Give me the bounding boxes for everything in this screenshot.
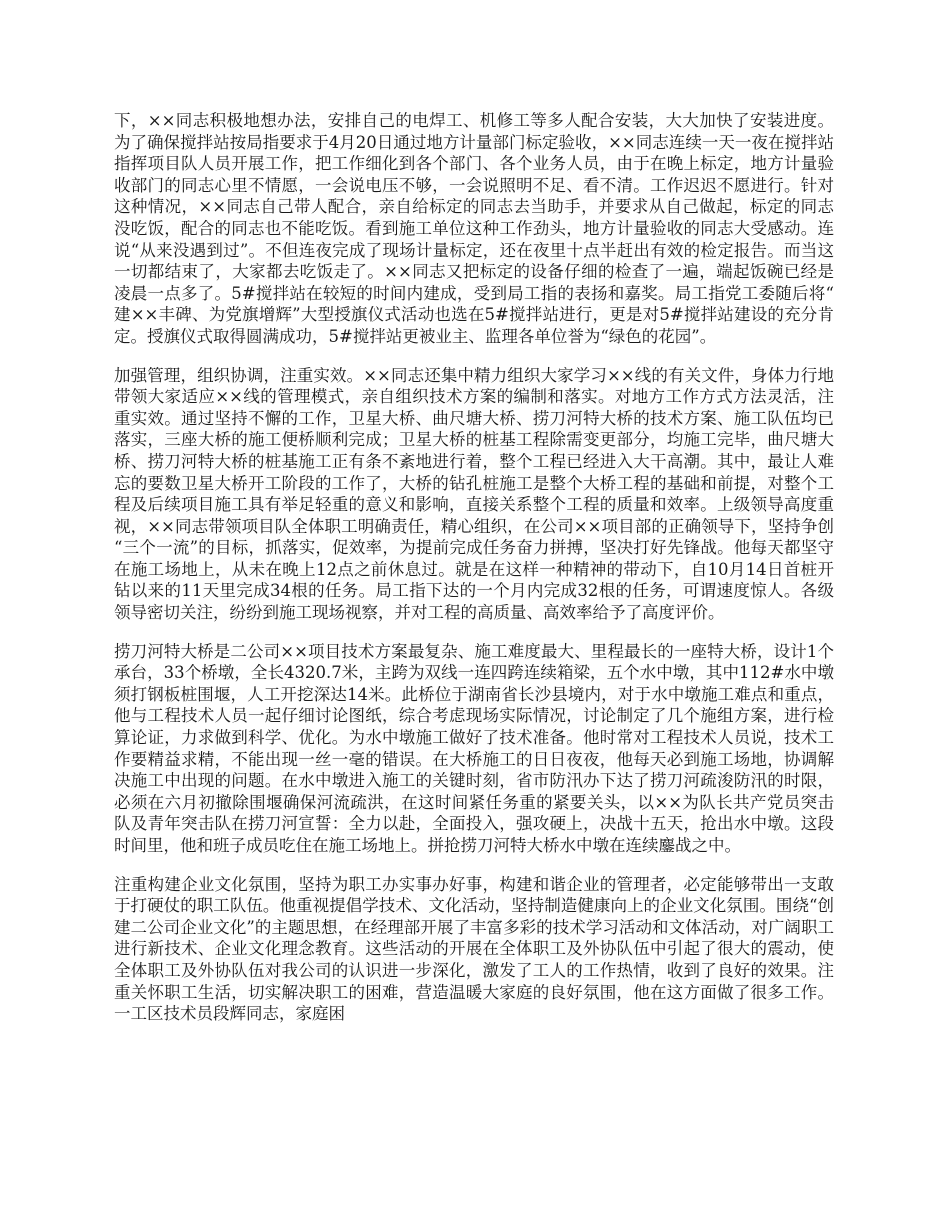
document-body — [114, 110, 834, 1042]
paragraph-2: 加强管理，组织协调，注重实效。××同志还集中精力组织大家学习××线的有关文件，身体力行地带领大家适应××线的管理模式，亲自组织技术方案的编制和落实。对地方工作方式方法灵活，注重实效。通过坚持不懈的工作，卫星大桥、曲尺塘大桥、捞刀河特大桥的技术方案、施工队伍均已落实，三座大桥的施工便桥顺利完成；卫星大桥的桩基工程除需变更部分，均施工完毕，曲尺塘大桥、捞刀河特大桥的桩基施工正有条不紊地进行着，整个工程已经进入大干高潮。其中，最让人难忘的要数卫星大桥开工阶段的工作了，大桥的钻孔桩施工是整个大桥工程的基础和前提，对整个工程及后续项目施工具有举足轻重的意义和影响，直接关系整个工程的质量和效率。上级领导高度重视，××同志带领项目队全体职工明确责任，精心组织，在公司××项目部的正确领导下，坚持争创“三个一流”的目标，抓落实，促效率，为提前完成任务奋力拼搏，坚决打好先锋战。他每天都坚守在施工场地上，从未在晚上12点之前休息过。就是在这样一种精神的带动下，自10月14日首桩开钻以来的11天里完成34根的任务。局工指下达的一个月内完成32根的任务，可谓速度惊人。各级领导密切关注，纷纷到施工现场视察，并对工程的高质量、高效率给予了高度评价。 — [114, 365, 834, 623]
paragraph-4: 注重构建企业文化氛围，坚持为职工办实事办好事，构建和谐企业的管理者，必定能够带出一支敢于打硬仗的职工队伍。他重视提倡学技术、文化活动，坚持制造健康向上的企业文化氛围。围绕“创建二公司企业文化”的主题思想，在经理部开展了丰富多彩的技术学习活动和文体活动，对广阔职工进行新技术、企业文化理念教育。这些活动的开展在全体职工及外协队伍中引起了很大的震动，使全体职工及外协队伍对我公司的认识进一步深化，激发了工人的工作热情，收到了良好的效果。注重关怀职工生活，切实解决职工的困难，营造温暖大家庭的良好氛围，他在这方面做了很多工作。一工区技术员段辉同志，家庭困 — [114, 874, 834, 1024]
paragraph-1: 下，××同志积极地想办法，安排自己的电焊工、机修工等多人配合安装，大大加快了安装进度。为了确保搅拌站按局指要求于4月20日通过地方计量部门标定验收，××同志连续一天一夜在搅拌站指挥项目队人员开展工作，把工作细化到各个部门、各个业务人员，由于在晚上标定，地方计量验收部门的同志心里不情愿，一会说电压不够，一会说照明不足、看不清。工作迟迟不愿进行。针对这种情况，××同志自己带人配合，亲自给标定的同志去当助手，并要求从自己做起，标定的同志没吃饭，配合的同志也不能吃饭。看到施工单位这种工作劲头，地方计量验收的同志大受感动。连说“从来没遇到过”。不但连夜完成了现场计量标定，还在夜里十点半赶出有效的检定报告。而当这一切都结束了，大家都去吃饭走了。××同志又把标定的设备仔细的检查了一遍，端起饭碗已经是凌晨一点多了。5#搅拌站在较短的时间内建成，受到局工指的表扬和嘉奖。局工指党工委随后将“建××丰碑、为党旗增辉”大型授旗仪式活动也选在5#搅拌站进行，更是对5#搅拌站建设的充分肯定。授旗仪式取得圆满成功，5#搅拌站更被业主、监理各单位誉为“绿色的花园”。 — [114, 111, 834, 346]
paragraph-3: 捞刀河特大桥是二公司××项目技术方案最复杂、施工难度最大、里程最长的一座特大桥，设计1个承台，33个桥墩，全长4320.7米，主跨为双线一连四跨连续箱梁，五个水中墩，其中112#水中墩须打钢板桩围堰，人工开挖深达14米。此桥位于湖南省长沙县境内，对于水中墩施工难点和重点，他与工程技术人员一起仔细讨论图纸，综合考虑现场实际情况，讨论制定了几个施组方案，进行检算论证，力求做到科学、优化。为水中墩施工做好了技术准备。他时常对工程技术人员说，技术工作要精益求精，不能出现一丝一毫的错误。在大桥施工的日日夜夜，他每天必到施工场地，协调解决施工中出现的问题。在水中墩进入施工的关键时刻，省市防汛办下达了捞刀河疏浚防汛的时限，必须在六月初撤除围堰确保河流疏洪，在这时间紧任务重的紧要关头，以××为队长共产党员突击队及青年突击队在捞刀河宣誓：全力以赴，全面投入，强攻硬上，决战十五天，抢出水中墩。这段时间里，他和班子成员吃住在施工场地上。拼抢捞刀河特大桥水中墩在连续鏖战之中。 — [114, 641, 834, 855]
